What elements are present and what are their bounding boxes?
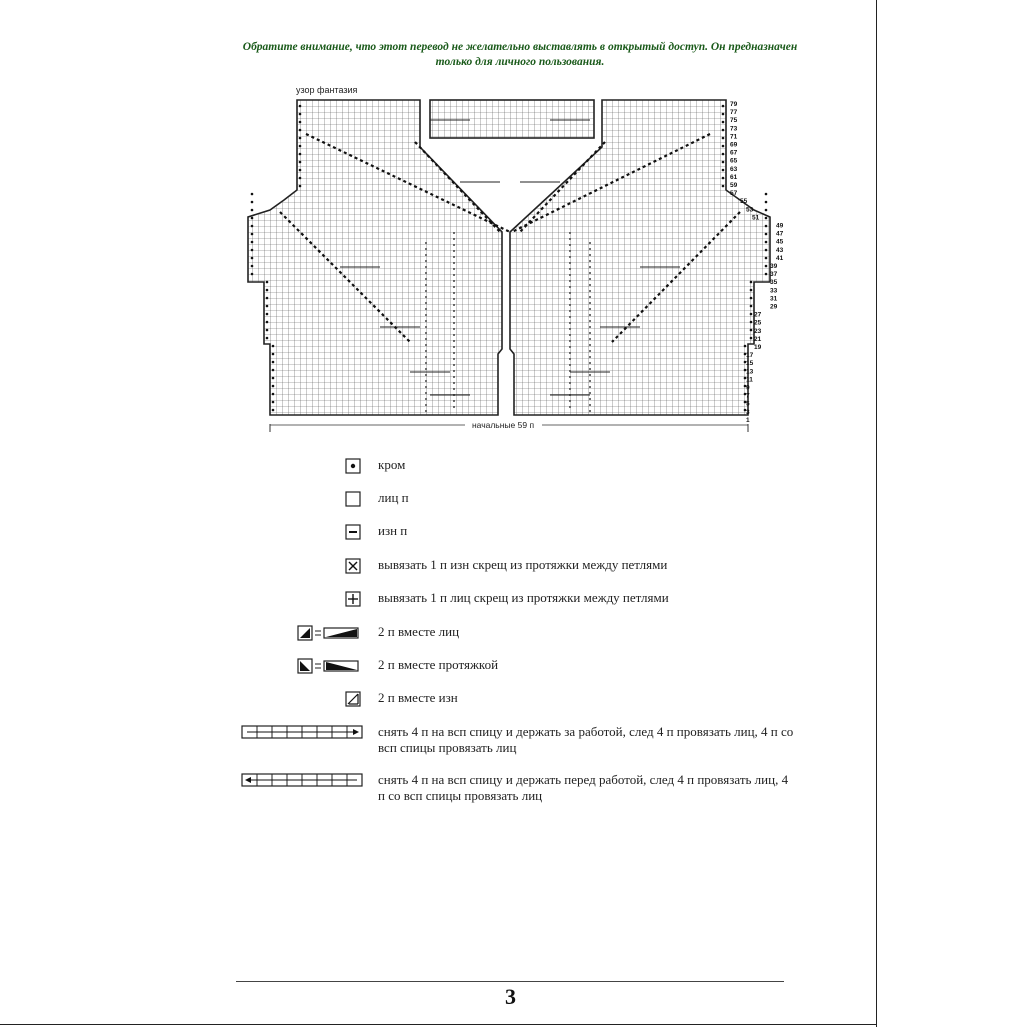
- edge-dot: [272, 345, 275, 348]
- edge-dot: [272, 353, 275, 356]
- legend-text: снять 4 п на всп спицу и держать перед работой, след 4 п провязать лиц, 4 п со всп спицы провязать лиц: [378, 772, 789, 803]
- row-number: 51: [752, 214, 760, 222]
- edge-stitch-icon: [345, 458, 361, 479]
- row-number: 1: [746, 416, 750, 424]
- edge-dot: [251, 257, 254, 260]
- row-number: 27: [754, 311, 762, 319]
- edge-dot: [266, 337, 269, 340]
- edge-dot: [251, 233, 254, 236]
- row-number: 53: [746, 206, 754, 214]
- purl-crossed-increase-icon: [345, 558, 361, 579]
- translation-notice: Обратите внимание, что этот перевод не желательно выставлять в открытый доступ. Он предназначен только для личного пользования.: [242, 41, 798, 68]
- edge-dot: [251, 241, 254, 244]
- row-number: 25: [754, 319, 762, 327]
- edge-dot: [765, 249, 768, 252]
- knitting-chart: [240, 82, 785, 437]
- edge-dot: [251, 217, 254, 220]
- edge-dot: [765, 257, 768, 260]
- edge-dot: [251, 201, 254, 204]
- edge-dot: [765, 265, 768, 268]
- page-number: 3: [505, 984, 516, 1009]
- legend-text: снять 4 п на всп спицу и держать за работой, след 4 п провязать лиц, 4 п со всп спицы провязать лиц: [378, 724, 794, 755]
- row-number: 67: [730, 149, 738, 157]
- row-number: 39: [770, 263, 778, 270]
- edge-dot: [722, 161, 725, 164]
- row-number: 43: [776, 246, 784, 254]
- chart-left-half: [248, 100, 502, 415]
- edge-dot: [299, 169, 302, 172]
- edge-dot: [744, 345, 747, 348]
- edge-dot: [750, 337, 753, 340]
- edge-dot: [299, 161, 302, 164]
- edge-dot: [765, 201, 768, 204]
- edge-dot: [765, 217, 768, 220]
- edge-dot: [266, 281, 269, 284]
- edge-dot: [299, 137, 302, 140]
- edge-dot: [266, 313, 269, 316]
- legend-text: вывязать 1 п изн скрещ из протяжки между петлями: [378, 557, 668, 572]
- row-number: 13: [746, 368, 754, 376]
- legend-text: изн п: [378, 523, 408, 538]
- edge-dot: [750, 305, 753, 308]
- legend-text: 2 п вместе изн: [378, 690, 458, 705]
- edge-dot: [272, 361, 275, 364]
- row-number: 17: [746, 352, 754, 360]
- edge-dot: [765, 233, 768, 236]
- page-bottom-edge: [0, 1024, 877, 1025]
- knit-stitch-icon: [345, 491, 361, 512]
- edge-dot: [722, 145, 725, 148]
- row-number: 59: [730, 182, 738, 189]
- row-number: 21: [754, 335, 762, 343]
- row-number: 29: [770, 303, 778, 311]
- chart-title: узор фантазия: [296, 85, 358, 95]
- footer-rule: [236, 981, 784, 982]
- row-number: 71: [730, 133, 738, 141]
- edge-dot: [266, 329, 269, 332]
- legend-text: лиц п: [378, 490, 409, 505]
- edge-dot: [722, 185, 725, 188]
- row-number: 57: [730, 190, 738, 198]
- row-number: 77: [730, 109, 738, 117]
- edge-dot: [750, 289, 753, 292]
- row-number: 31: [770, 295, 778, 303]
- row-number: 61: [730, 173, 738, 181]
- row-number: 11: [746, 376, 753, 384]
- edge-dot: [722, 169, 725, 172]
- page-right-edge: [876, 0, 877, 1027]
- chart-center-top: [430, 100, 594, 138]
- legend-text: 2 п вместе протяжкой: [378, 657, 499, 672]
- edge-dot: [272, 377, 275, 380]
- edge-dot: [272, 401, 275, 404]
- edge-dot: [750, 313, 753, 316]
- legend-text: кром: [378, 457, 406, 472]
- edge-dot: [722, 137, 725, 140]
- row-number: 41: [776, 254, 784, 262]
- legend-text: 2 п вместе лиц: [378, 624, 460, 639]
- edge-dot: [722, 105, 725, 108]
- edge-dot: [272, 369, 275, 372]
- row-number: 47: [776, 230, 784, 238]
- edge-dot: [750, 329, 753, 332]
- edge-dot: [765, 225, 768, 228]
- edge-dot: [266, 297, 269, 300]
- row-number: 15: [746, 360, 754, 368]
- ssk-icon: [297, 658, 359, 679]
- edge-dot: [251, 265, 254, 268]
- row-number: 79: [730, 101, 738, 108]
- k2tog-icon: [297, 625, 359, 646]
- chart-bottom-label: начальные 59 п: [471, 420, 535, 430]
- row-number: 9: [746, 384, 750, 392]
- edge-dot: [251, 273, 254, 276]
- edge-dot: [750, 281, 753, 284]
- edge-dot: [722, 153, 725, 156]
- knit-crossed-increase-icon: [345, 591, 361, 612]
- edge-dot: [750, 321, 753, 324]
- edge-dot: [251, 193, 254, 196]
- row-number: 75: [730, 117, 738, 125]
- row-number: 49: [776, 222, 784, 230]
- edge-dot: [266, 321, 269, 324]
- edge-dot: [299, 121, 302, 124]
- row-number: 19: [754, 344, 762, 351]
- edge-dot: [251, 209, 254, 212]
- purl-stitch-icon: [345, 524, 361, 545]
- edge-dot: [299, 129, 302, 132]
- row-number: 69: [730, 141, 738, 149]
- edge-dot: [765, 193, 768, 196]
- legend-text: вывязать 1 п лиц скрещ из протяжки между петлями: [378, 590, 669, 605]
- row-number: 3: [746, 408, 750, 416]
- edge-dot: [272, 385, 275, 388]
- edge-dot: [251, 249, 254, 252]
- edge-dot: [272, 393, 275, 396]
- edge-dot: [266, 289, 269, 292]
- row-number: 5: [746, 400, 750, 408]
- row-number: 63: [730, 165, 738, 173]
- row-number: 33: [770, 287, 778, 295]
- row-number: 73: [730, 125, 738, 133]
- edge-dot: [251, 225, 254, 228]
- edge-dot: [266, 305, 269, 308]
- edge-dot: [272, 409, 275, 412]
- row-number: 55: [740, 198, 748, 206]
- edge-dot: [299, 105, 302, 108]
- edge-dot: [299, 145, 302, 148]
- edge-dot: [722, 113, 725, 116]
- edge-dot: [299, 113, 302, 116]
- edge-dot: [765, 209, 768, 212]
- edge-dot: [722, 121, 725, 124]
- edge-dot: [299, 185, 302, 188]
- edge-dot: [299, 177, 302, 180]
- row-number: 7: [746, 392, 750, 400]
- cable-back-icon: [241, 725, 363, 744]
- p2tog-icon: [345, 691, 361, 712]
- row-number: 45: [776, 238, 784, 246]
- edge-dot: [765, 241, 768, 244]
- row-number: 23: [754, 327, 762, 335]
- edge-dot: [722, 177, 725, 180]
- edge-dot: [765, 273, 768, 276]
- edge-dot: [722, 129, 725, 132]
- edge-dot: [299, 153, 302, 156]
- row-number: 65: [730, 157, 738, 165]
- edge-dot: [750, 297, 753, 300]
- cable-front-icon: [241, 773, 363, 792]
- row-number: 37: [770, 271, 778, 279]
- row-number: 35: [770, 279, 778, 287]
